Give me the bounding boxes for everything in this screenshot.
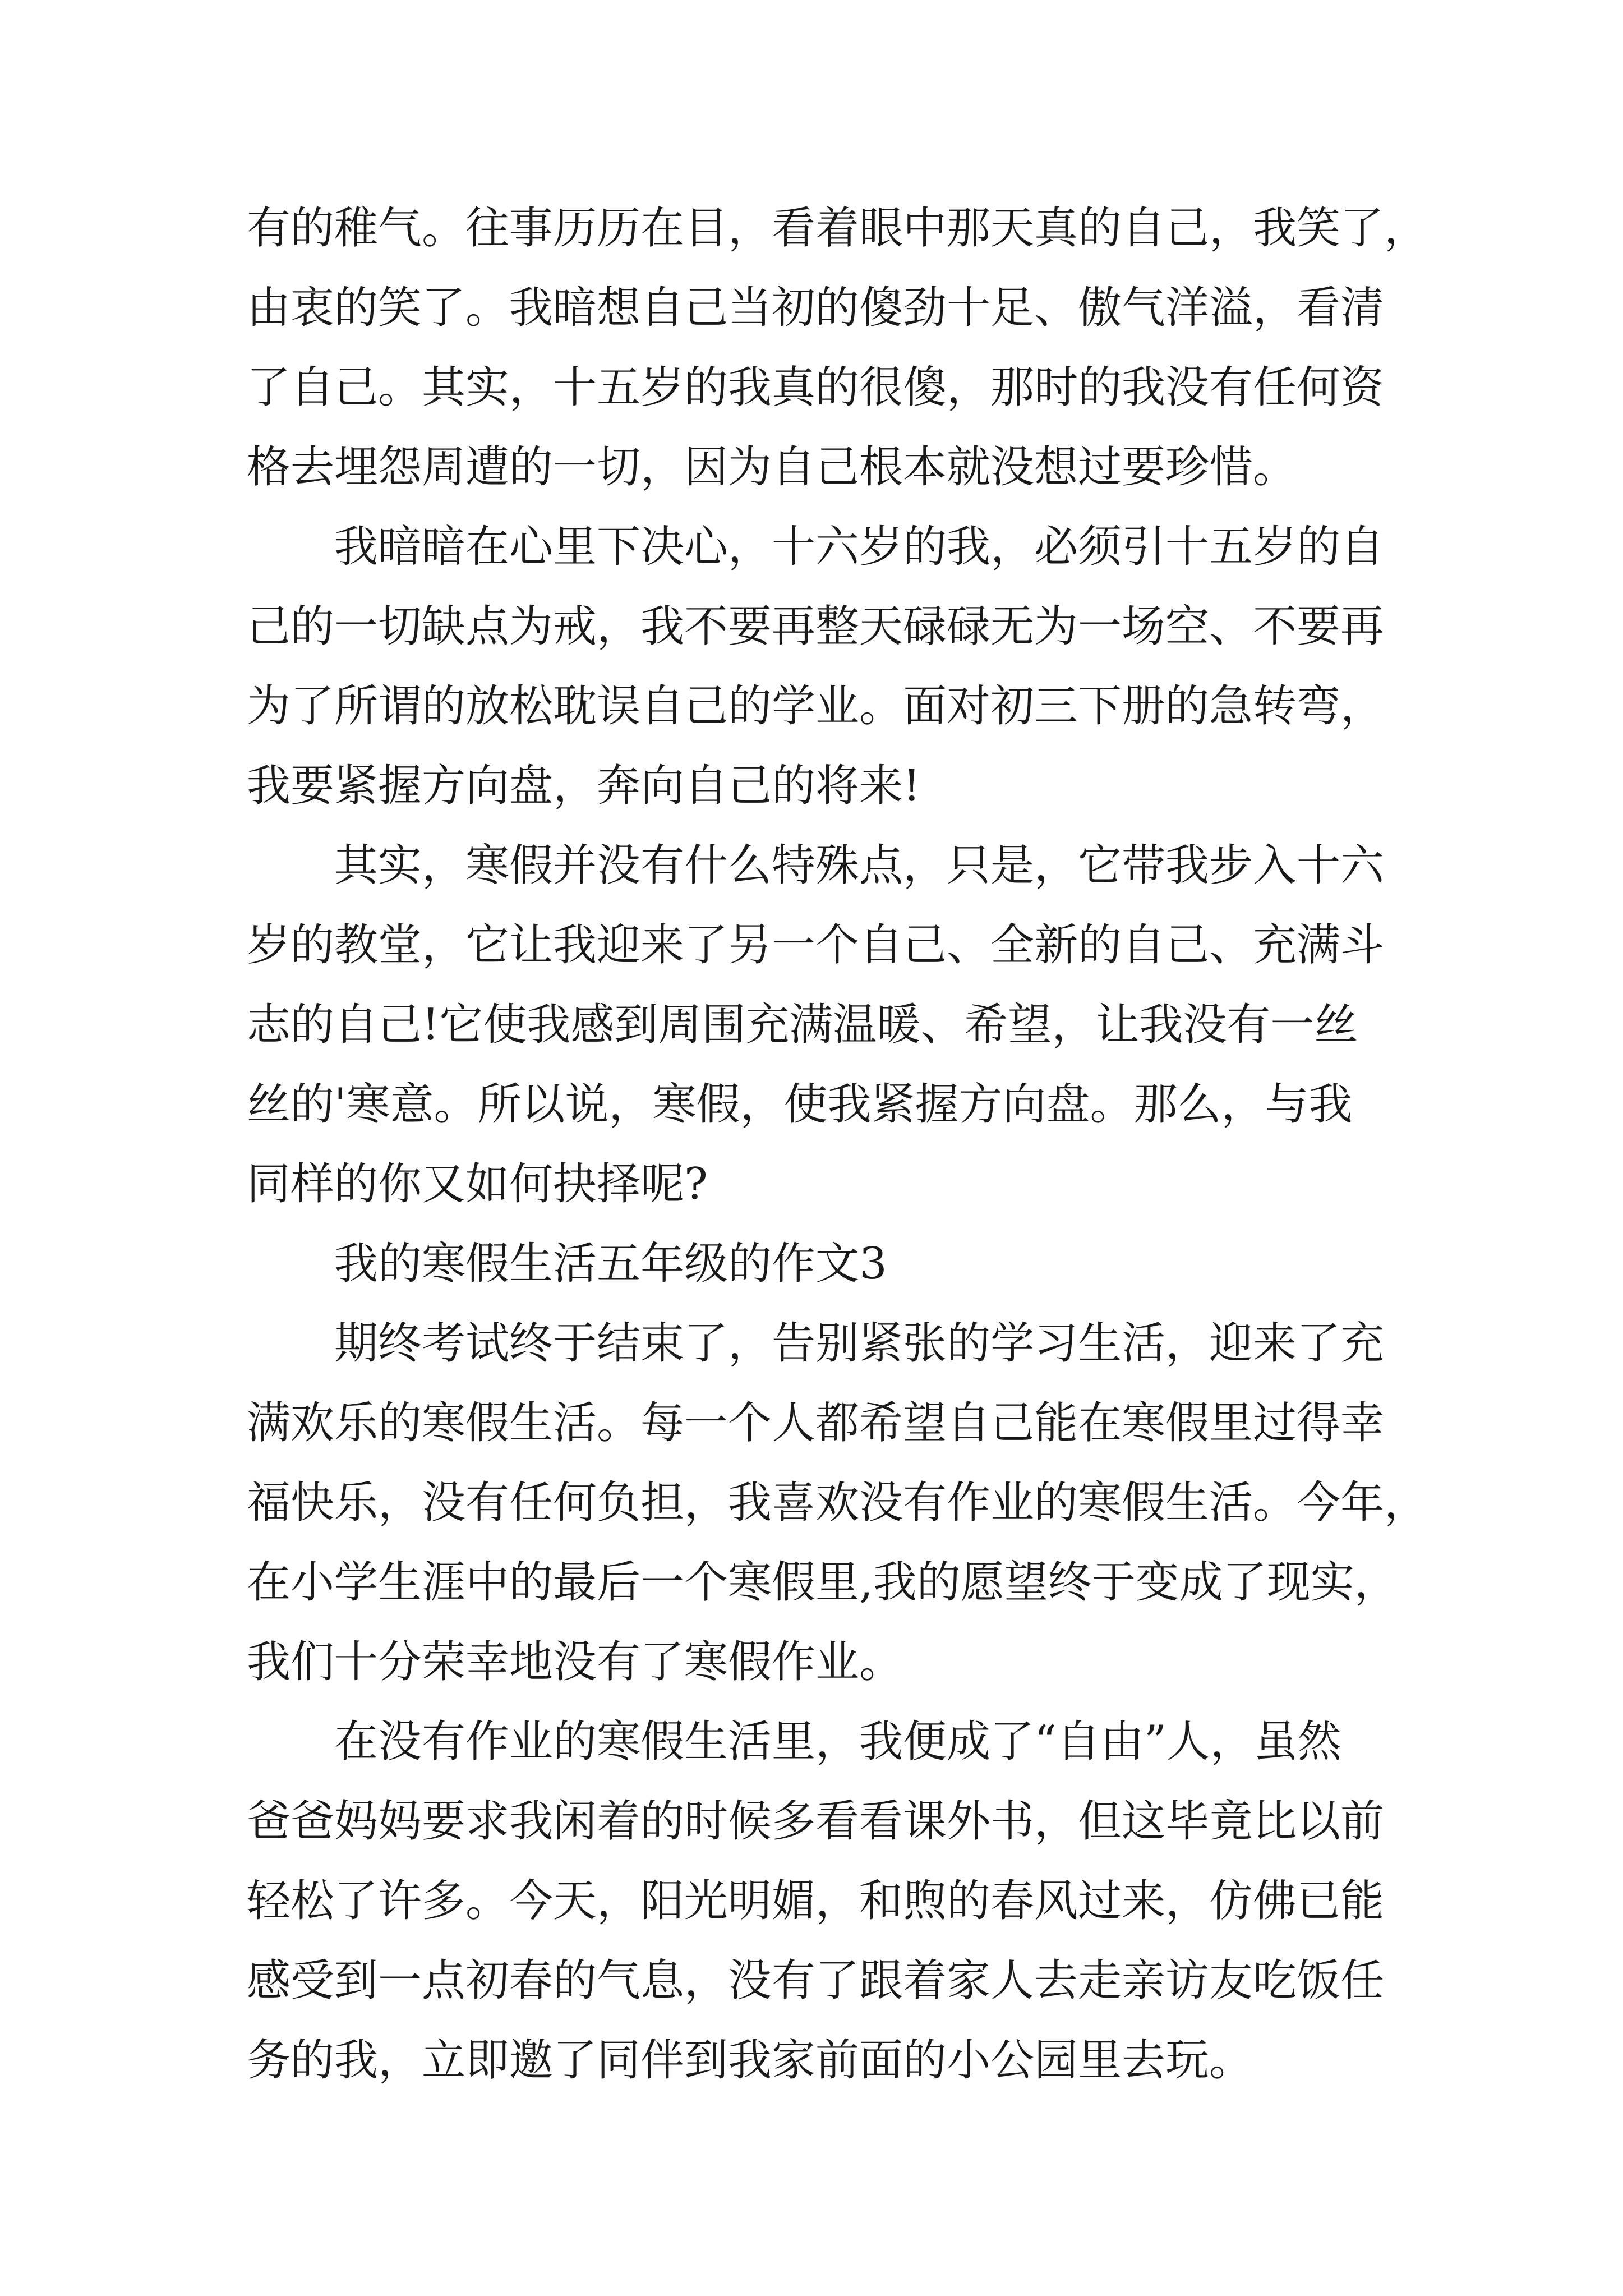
text-line: 满欢乐的寒假生活。每一个人都希望自己能在寒假里过得幸 xyxy=(247,1398,1385,1448)
text-line: 感受到一点初春的气息，没有了跟着家人去走亲访友吃饭任 xyxy=(247,1955,1385,2006)
text-line: 福快乐，没有任何负担，我喜欢没有作业的寒假生活。今年， xyxy=(247,1478,1428,1528)
document-body xyxy=(247,188,1428,2100)
text-line: 务的我，立即邀了同伴到我家前面的小公园里去玩。 xyxy=(247,2035,1253,2086)
paragraph-first-line: 我暗暗在心里下决心，十六岁的我，必须引十五岁的自 xyxy=(334,522,1385,572)
text-line: 格去埋怨周遭的一切，因为自己根本就没想过要珍惜。 xyxy=(247,442,1297,493)
text-line: 岁的教堂，它让我迎来了另一个自己、全新的自己、充满斗 xyxy=(247,920,1385,970)
text-line: 丝的'寒意。所以说，寒假，使我紧握方向盘。那么，与我 xyxy=(247,1079,1353,1130)
text-line: 爸爸妈妈要求我闲着的时候多看看课外书，但这毕竟比以前 xyxy=(247,1796,1385,1847)
text-line: 我们十分荣幸地没有了寒假作业。 xyxy=(247,1637,903,1687)
section-heading: 我的寒假生活五年级的作文3 xyxy=(334,1239,887,1289)
paragraph-first-line: 在没有作业的寒假生活里，我便成了“自由”人，虽然 xyxy=(334,1717,1341,1767)
text-line: 有的稚气。往事历历在目，看着眼中那天真的自己，我笑了， xyxy=(247,203,1428,254)
text-line: 己的一切缺点为戒，我不要再整天碌碌无为一场空、不要再 xyxy=(247,601,1385,652)
text-line: 我要紧握方向盘，奔向自己的将来! xyxy=(247,761,921,811)
text-line: 由衷的笑了。我暗想自己当初的傻劲十足、傲气洋溢，看清 xyxy=(247,283,1385,333)
text-line: 为了所谓的放松耽误自己的学业。面对初三下册的急转弯， xyxy=(247,681,1385,731)
paragraph-first-line: 期终考试终于结束了，告别紧张的学习生活，迎来了充 xyxy=(334,1318,1385,1369)
text-line: 同样的你又如何抉择呢? xyxy=(247,1159,708,1209)
text-line: 在小学生涯中的最后一个寒假里,我的愿望终于变成了现实， xyxy=(247,1557,1398,1608)
text-line: 志的自己!它使我感到周围充满温暖、希望，让我没有一丝 xyxy=(247,1000,1358,1050)
paragraph-first-line: 其实，寒假并没有什么特殊点，只是，它带我步入十六 xyxy=(334,840,1385,891)
text-line: 了自己。其实，十五岁的我真的很傻，那时的我没有任何资 xyxy=(247,362,1385,413)
text-line: 轻松了许多。今天，阳光明媚，和煦的春风过来，仿佛已能 xyxy=(247,1876,1385,1926)
